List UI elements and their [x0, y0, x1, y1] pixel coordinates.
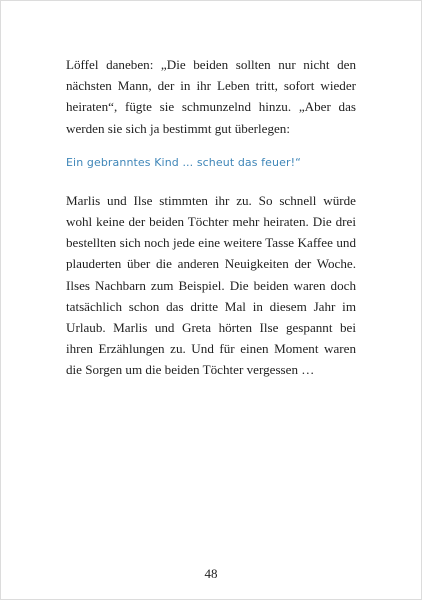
paragraph-main: Marlis und Ilse stimmten ihr zu. So schnell würde wohl keine der beiden Töchter mehr heiraten. Die drei bestellten sich noch jede eine weitere Tasse Kaffee und plauderten über die anderen Neuigkeiten der Woche. Ilses Nachbarn zum Beispiel. Die beiden waren doch tatsächlich schon das dritte Mal in diesem Jahr im Urlaub. Marlis und Greta hörten Ilse gespannt bei ihren Erzählungen zu. Und für einen Moment waren die Sorgen um die beiden Töchter vergessen …	[66, 192, 356, 378]
page-number: 48	[204, 566, 218, 581]
paragraph-opening: Löffel daneben: „Die beiden sollten nur nicht den nächsten Mann, der in ihr Leben tritt, sofort wieder heiraten“, fügte sie schmunzelnd hinzu. „Aber das werden sie sich ja bestimmt gut überlegen:	[66, 57, 356, 136]
page-body	[66, 54, 356, 381]
highlight-quote: Ein gebranntes Kind ... scheut das feuer!“	[66, 155, 301, 169]
